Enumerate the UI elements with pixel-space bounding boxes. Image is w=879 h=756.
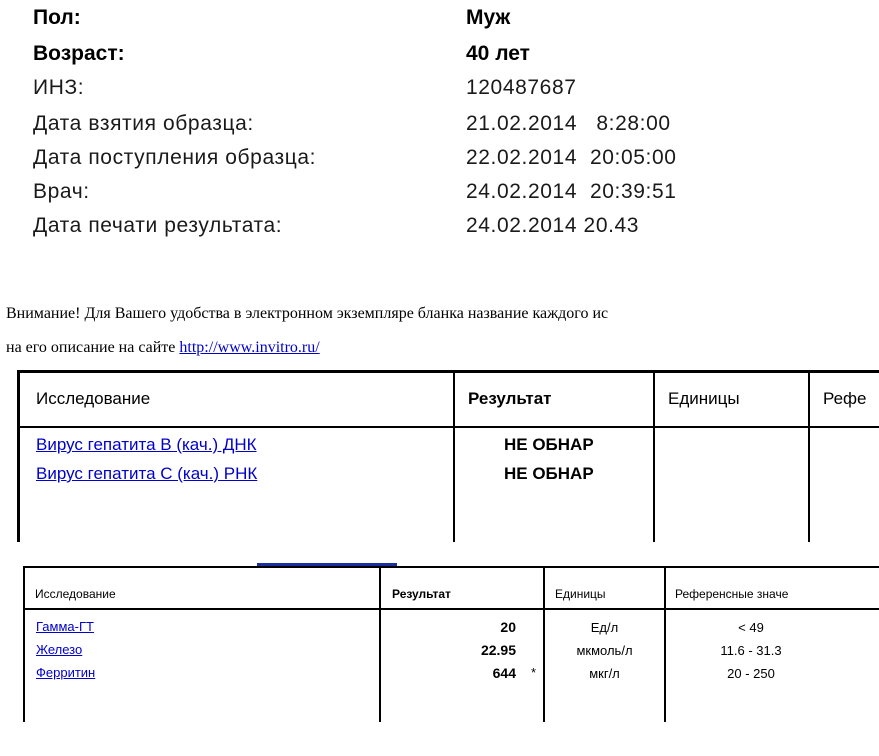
inz-value: 120487687 (466, 76, 577, 99)
notice-line-2-prefix: на его описание на сайте (6, 339, 180, 356)
test-link-iron[interactable]: Железо (36, 642, 83, 657)
inz-label: ИНЗ: (33, 76, 85, 99)
sex-label: Пол: (33, 6, 81, 29)
column-divider (653, 373, 655, 542)
result-ferritin: 644 (492, 665, 516, 681)
notice-line-2 (6, 339, 320, 357)
results-table-2 (23, 566, 879, 722)
notice-line-1: Внимание! Для Вашего удобства в электронном экземпляре бланка название каждого ис (6, 305, 609, 322)
print-date-label: Дата печати результата: (33, 214, 283, 237)
reference-ferritin: 20 - 250 (727, 666, 775, 681)
test-link-ferritin[interactable]: Ферритин (36, 665, 96, 680)
receipt-date-label: Дата поступления образца: (33, 146, 317, 169)
age-value: 40 лет (466, 42, 530, 65)
result-ggt: 20 (500, 619, 516, 635)
print-date-value: 24.02.2014 20.43 (466, 214, 640, 237)
result-hcv: НЕ ОБНАР (504, 464, 594, 483)
column-divider (808, 373, 810, 542)
header-result: Результат (392, 587, 451, 601)
age-label: Возраст: (33, 42, 125, 65)
reference-ggt: < 49 (738, 620, 764, 635)
column-divider (379, 568, 381, 722)
doctor-value: 24.02.2014 20:39:51 (466, 180, 677, 203)
header-divider (20, 426, 879, 428)
flag-ferritin: * (531, 665, 537, 680)
receipt-date-value: 22.02.2014 20:05:00 (466, 146, 677, 169)
units-ferritin: мкг/л (589, 666, 620, 681)
units-iron: мкмоль/л (576, 643, 633, 658)
test-link-hbv[interactable]: Вирус гепатита В (кач.) ДНК (36, 435, 257, 454)
header-reference: Референсные значе (675, 587, 789, 601)
header-test: Исследование (35, 587, 116, 601)
results-table-1 (17, 370, 879, 542)
sample-date-label: Дата взятия образца: (33, 112, 254, 135)
header-divider (25, 608, 879, 610)
result-iron: 22.95 (480, 642, 516, 658)
sex-value: Муж (466, 6, 511, 29)
test-link-hcv[interactable]: Вирус гепатита С (кач.) РНК (36, 464, 258, 483)
header-reference: Рефе (823, 389, 867, 408)
column-divider (453, 373, 455, 542)
header-result: Результат (468, 389, 552, 408)
units-ggt: Ед/л (590, 620, 619, 635)
test-link-ggt[interactable]: Гамма-ГТ (36, 619, 94, 634)
header-units: Единицы (668, 389, 740, 408)
doctor-label: Врач: (33, 180, 90, 203)
result-hbv: НЕ ОБНАР (504, 435, 594, 454)
header-test: Исследование (36, 389, 151, 408)
invitro-link[interactable]: http://www.invitro.ru/ (179, 339, 320, 356)
header-units: Единицы (555, 587, 606, 601)
sample-date-value: 21.02.2014 8:28:00 (466, 112, 671, 135)
reference-iron: 11.6 - 31.3 (720, 643, 782, 658)
